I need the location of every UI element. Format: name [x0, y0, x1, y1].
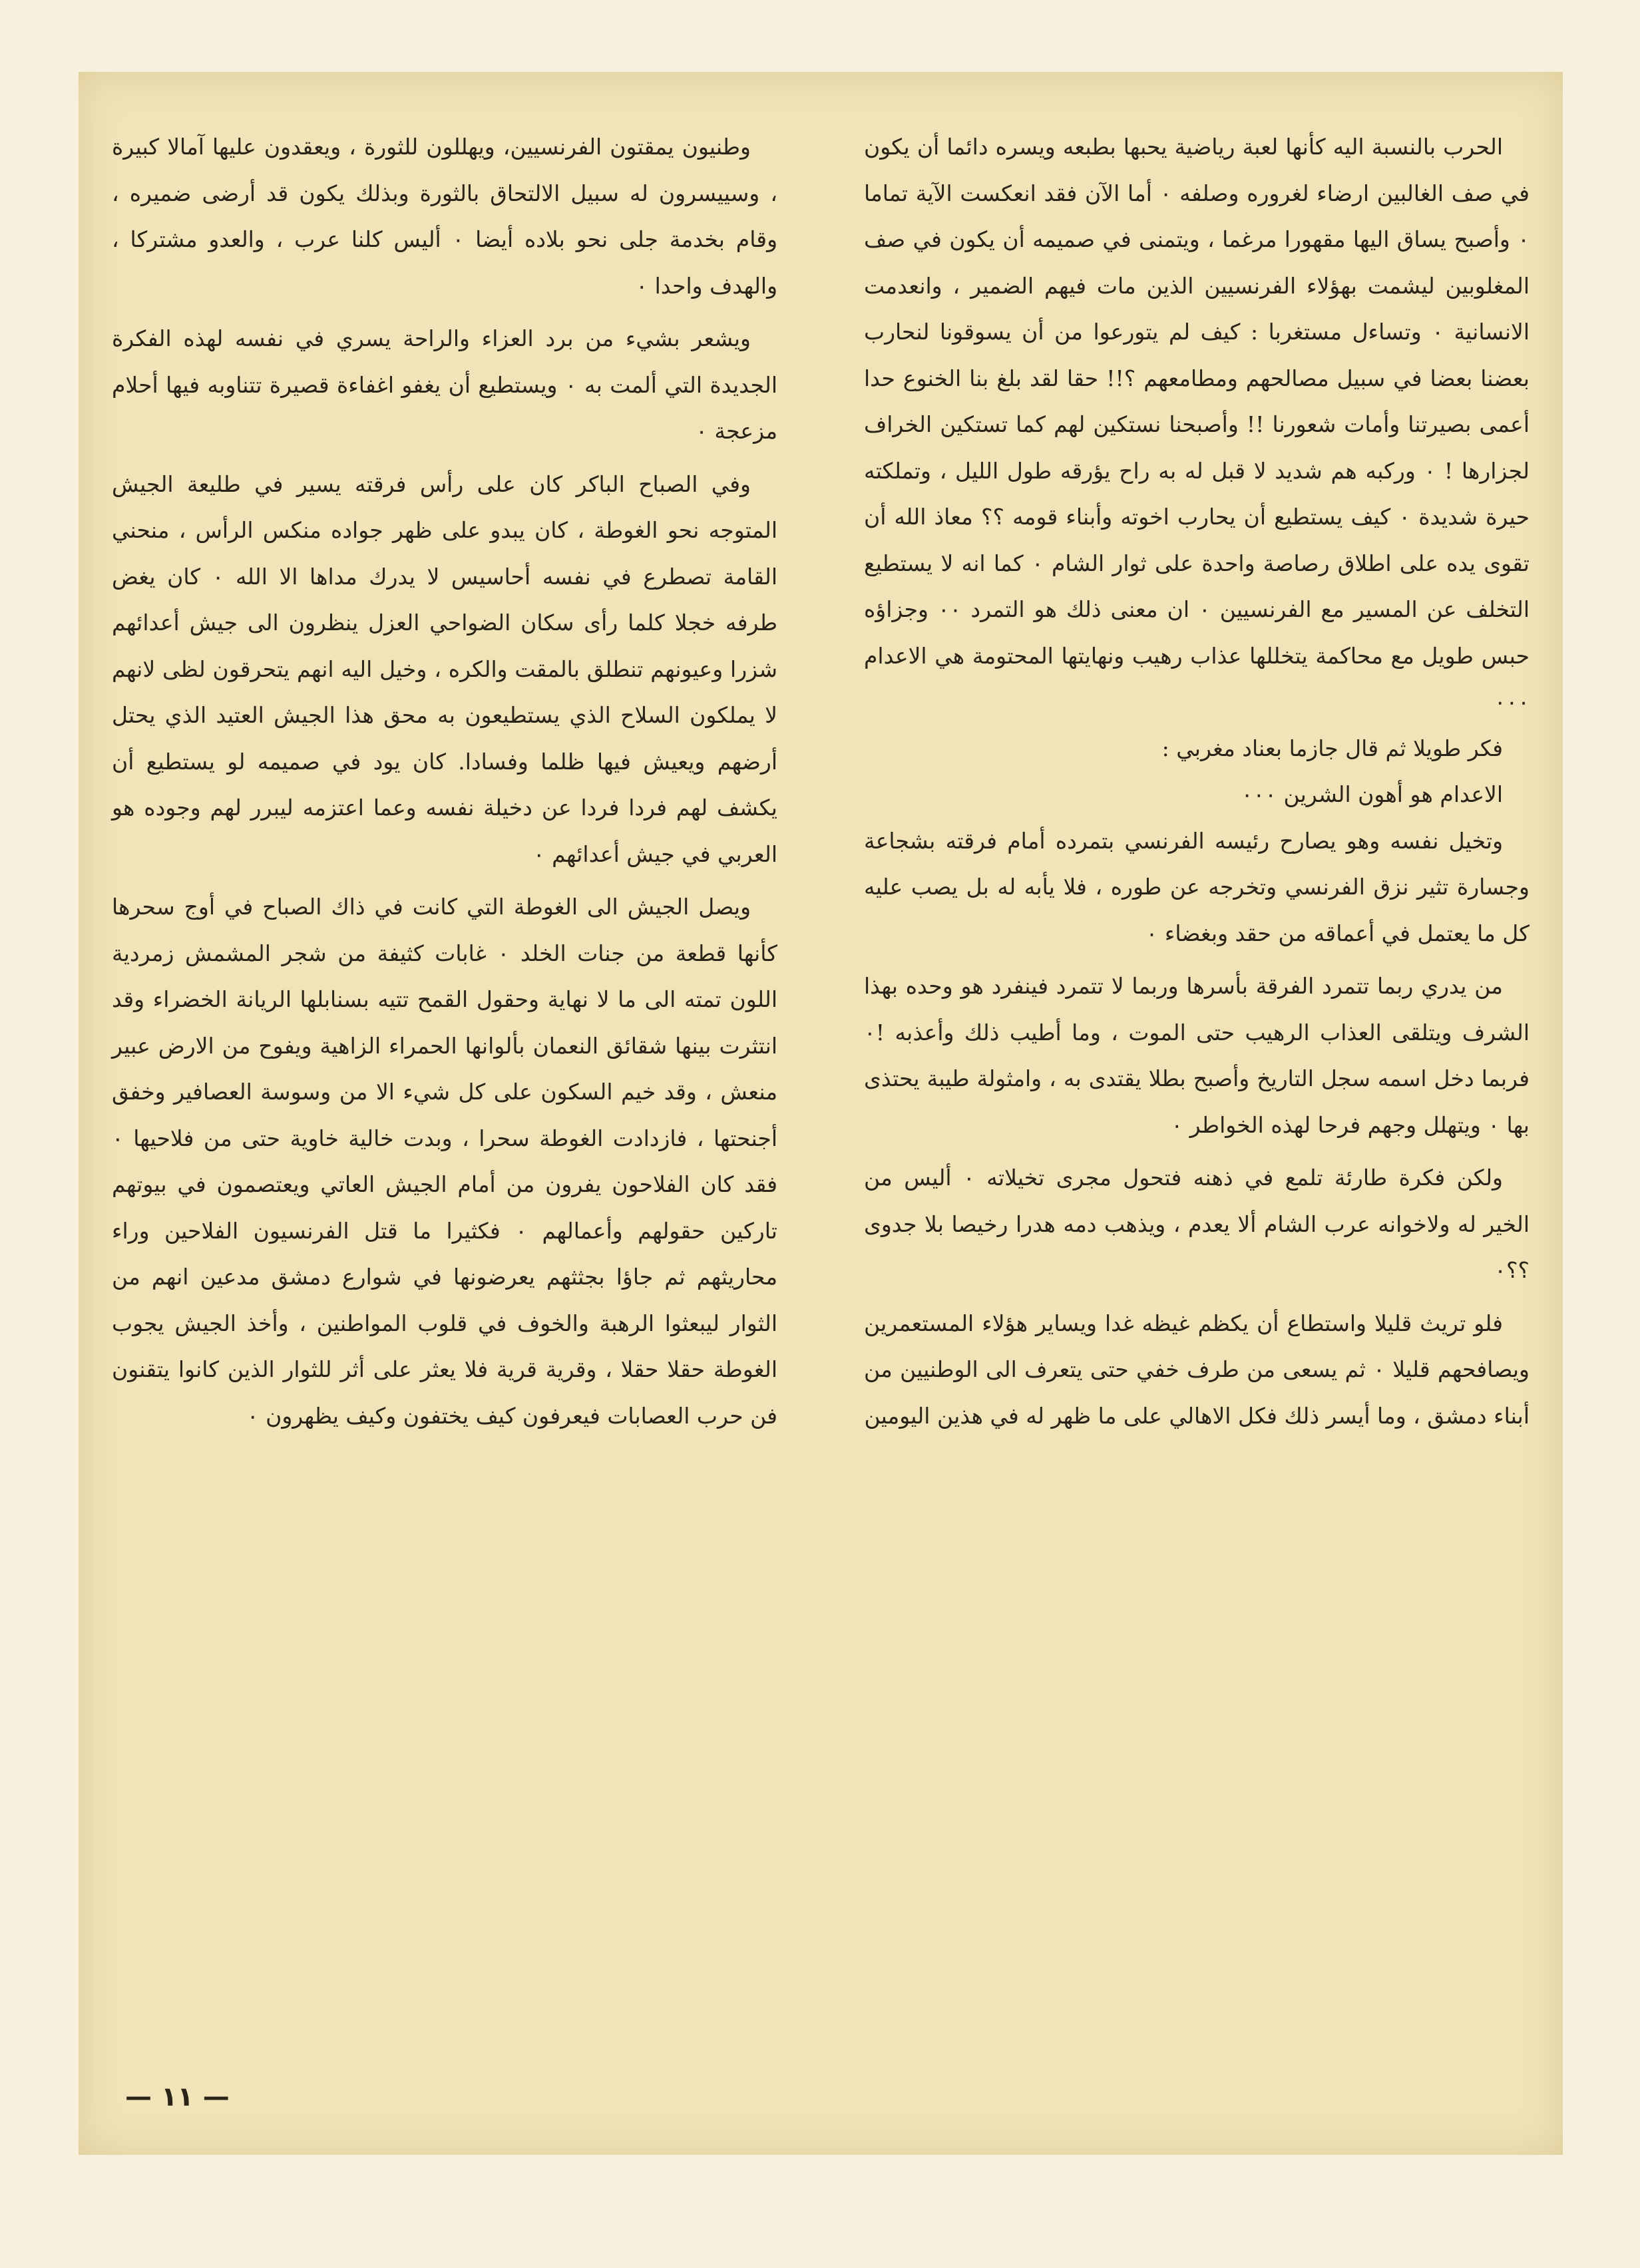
paragraph: وفي الصباح الباكر كان على رأس فرقته يسير في طليعة الجيش المتوجه نحو الغوطة ، كان يبدو على ظهر جواده منكس الرأس ، منحني القامة تصطرع في نفسه أحاسيس لا يدرك مداها الا الله ٠ كان يغض طرفه خجلا كلما رأى سكان الضواحي العزل ينظرون الى جيش أعدائهم شزرا وعيونهم تنطلق بالمقت والكره ، وخيل اليه انهم يتحرقون لظى لانهم لا يملكون السلاح الذي يستطيعون به محق هذا الجيش العتيد الذي يحتل أرضهم ويعيش فيها ظلما وفسادا. كان يود في صميمه لو يستطيع أن يكشف لهم فردا فردا عن دخيلة نفسه وعما اعتزمه ليبرر لهم وجوده هو العربي في جيش أعدائهم ٠ — [112, 471, 777, 867]
magazine-page — [79, 72, 1563, 2155]
paragraph: الحرب بالنسبة اليه كأنها لعبة رياضية يحبها بطبعه ويسره دائما أن يكون في صف الغالبين ارضاء لغروره وصلفه ٠ أما الآن فقد انعكست الآية تماما ٠ وأصبح يساق اليها مقهورا مرغما ، ويتمنى في صميمه أن يكون في صف المغلوبين ليشمت بهؤلاء الفرنسيين الذين مات فيهم الضمير ، وانعدمت الانسانية ٠ وتساءل مستغربا : كيف لم يتورعوا من أن يسوقونا لنحارب بعضنا بعضا في سبيل مصالحهم ومطامعهم ؟!! حقا لقد بلغ بنا الخنوع حدا أعمى بصيرتنا وأمات شعورنا !! وأصبحنا نستكين لهم كما تستكين الخراف لجزارها ! ٠ وركبه هم شديد لا قبل له به راح يؤرقه طول الليل ، وتملكته حيرة شديدة ٠ كيف يستطيع أن يحارب اخوته وأبناء قومه ؟؟ معاذ الله أن تقوى يده على اطلاق رصاصة واحدة على ثوار الشام ٠ كما انه لا يستطيع التخلف عن المسير مع الفرنسيين ٠ ان معنى ذلك هو التمرد ٠٠ وجزاؤه حبس طويل مع محاكمة يتخللها عذاب رهيب ونهايتها المحتومة هي الاعدام ٠٠٠ — [864, 134, 1530, 715]
right-column — [864, 124, 1530, 1439]
paragraph: من يدري ربما تتمرد الفرقة بأسرها وربما لا تتمرد فينفرد هو وحده بهذا الشرف ويتلقى العذاب الرهيب حتى الموت ، وما أطيب ذلك وأعذبه !٠ فربما دخل اسمه سجل التاريخ وأصبح بطلا يقتدى به ، وامثولة طيبة يحتذى بها ٠ ويتهلل وجهم فرحا لهذه الخواطر ٠ — [864, 973, 1530, 1138]
paragraph: ويصل الجيش الى الغوطة التي كانت في ذاك الصباح في أوج سحرها كأنها قطعة من جنات الخلد ٠ غابات كثيفة من شجر المشمش زمردية اللون تمته الى ما لا نهاية وحقول القمح تتيه بسنابلها الريانة الخضراء وقد انتثرت بينها شقائق النعمان بألوانها الحمراء الزاهية ويفوح من الارض عبير منعش ، وقد خيم السكون على كل شيء الا من وسوسة العصافير وخفق أجنحتها ، فازدادت الغوطة سحرا ، وبدت خالية خاوية حتى من فلاحيها ٠ فقد كان الفلاحون يفرون من أمام الجيش العاتي ويعتصمون في بيوتهم تاركين حقولهم وأعمالهم ٠ فكثيرا ما قتل الفرنسيون الفلاحين وراء محاريثهم ثم جاؤا بجثثهم يعرضونها في شوارع دمشق مدعين انهم من الثوار ليبعثوا الرهبة والخوف في قلوب المواطنين ، وأخذ الجيش يجوب الغوطة حقلا حقلا ، وقرية قرية فلا يعثر على أثر للثوار الذين كانوا يتقنون فن حرب العصابات فيعرفون كيف يختفون وكيف يظهرون ٠ — [112, 894, 778, 1429]
paragraph: الاعدام هو أهون الشرين ٠٠٠ — [1241, 781, 1503, 807]
paragraph: وطنيون يمقتون الفرنسيين، ويهللون للثورة ، ويعقدون عليها آمالا كبيرة ، وسييسرون له سبيل الالتحاق بالثورة وبذلك يكون قد أرضى ضميره ، وقام بخدمة جلى نحو بلاده أيضا ٠ أليس كلنا عرب ، والعدو مشتركا ، والهدف واحدا ٠ — [112, 134, 778, 299]
left-column — [112, 124, 777, 1439]
paragraph: فلو تريث قليلا واستطاع أن يكظم غيظه غدا ويساير هؤلاء المستعمرين ويصافحهم قليلا ٠ ثم يسعى من طرف خفي حتى يتعرف الى الوطنيين من أبناء دمشق ، وما أيسر ذلك فكل الاهالي على ما ظهر له في هذين اليومين — [864, 1310, 1530, 1429]
paragraph: ولكن فكرة طارئة تلمع في ذهنه فتحول مجرى تخيلاته ٠ أليس من الخير له ولاخوانه عرب الشام ألا يعدم ، ويذهب دمه هدرا رخيصا بلا جدوى ؟؟٠ — [864, 1165, 1530, 1283]
paragraph: ويشعر بشيء من برد العزاء والراحة يسري في نفسه لهذه الفكرة الجديدة التي ألمت به ٠ ويستطيع أن يغفو اغفاءة قصيرة تتناوبه فيها أحلام مزعجة ٠ — [112, 325, 778, 444]
page-number: — ١١ — — [125, 2082, 230, 2112]
paragraph: وتخيل نفسه وهو يصارح رئيسه الفرنسي بتمرده أمام فرقته بشجاعة وجسارة تثير نزق الفرنسي وتخرجه عن طوره ، فلا يأبه له بل يصب عليه كل ما يعتمل في أعماقه من حقد وبغضاء ٠ — [864, 827, 1530, 946]
paragraph: فكر طويلا ثم قال جازما بعناد مغربي : — [1161, 735, 1503, 761]
